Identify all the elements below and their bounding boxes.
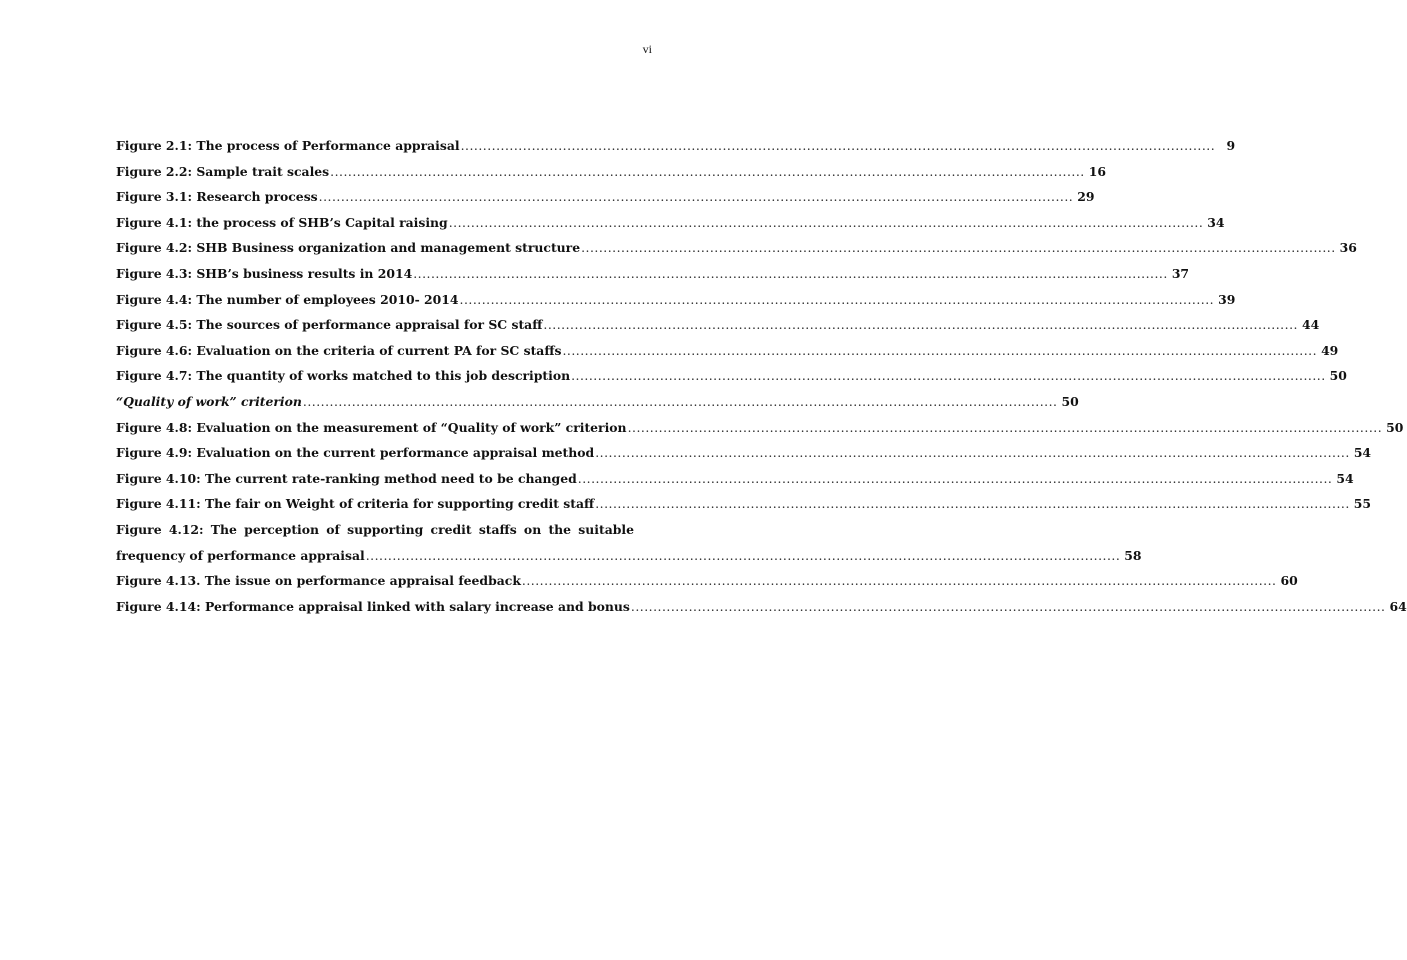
toc-entry-figure-4-14[interactable] [116,598,1407,625]
entry-label: “Quality of work” criterion [116,393,302,409]
dot-leader [319,189,1074,204]
entry-label: Figure 4.9: Evaluation on the current performance appraisal method [116,445,595,461]
toc-entry-figure-4-8[interactable] [116,419,1404,446]
entry-page: 50 [1061,393,1079,409]
dot-leader [413,266,1168,281]
entry-label: frequency of performance appraisal [116,547,365,563]
dot-leader [330,164,1085,179]
entry-page: 50 [1329,368,1347,384]
entry-page: 60 [1280,573,1298,589]
toc-entry-figure-4-2[interactable] [116,240,1357,266]
entry-page: 39 [1218,291,1236,307]
entry-label: Figure 4.14: Performance appraisal linked with salary increase and bonus [116,598,630,614]
toc-entry-figure-4-6[interactable] [116,342,1339,369]
toc-entry-figure-4-7[interactable] [116,368,1347,394]
entry-page: 55 [1353,496,1372,512]
entry-label: Figure 2.1: The process of Performance appraisal [116,138,460,153]
toc-entry-figure-4-11[interactable] [116,496,1372,522]
entry-page: 58 [1124,547,1142,563]
entry-page: 29 [1077,189,1095,205]
entry-label: Figure 4.1: the process of SHB’s Capital raising [116,214,448,230]
dot-leader [595,496,1350,511]
toc-entry-figure-4-13[interactable] [116,573,1298,599]
entry-page: 34 [1207,214,1225,230]
dot-leader [578,471,1333,486]
toc-entry-figure-4-1[interactable] [116,214,1225,241]
dot-leader [522,573,1277,588]
toc-entry-figure-4-3[interactable] [116,265,1190,292]
entry-page: 64 [1389,598,1407,614]
toc-entry-figure-2-2[interactable] [116,163,1106,190]
toc-entry-figure-4-5[interactable] [116,317,1320,343]
entry-label: Figure 2.2: Sample trait scales [116,163,330,179]
entry-label: Figure 4.12: The perception of supporting credit staffs on the suitable [116,521,634,537]
entry-page: 9 [1226,138,1236,153]
entry-label: Figure 4.11: The fair on Weight of criteria for supporting credit staff [116,496,595,512]
dot-leader [581,240,1336,255]
dot-leader [628,420,1383,435]
entry-label: Figure 4.10: The current rate-ranking method need to be changed [116,470,577,486]
entry-page: 49 [1321,342,1339,358]
toc-entry-figure-2-1[interactable] [116,138,1236,164]
dot-leader [571,368,1326,383]
page-number: vi [642,42,652,56]
entry-label: Figure 4.8: Evaluation on the measurement of “Quality of work” criterion [116,419,627,435]
entry-page: 50 [1386,419,1404,435]
toc-entry-figure-4-9[interactable] [116,445,1372,471]
toc-entry-figure-3-1[interactable] [116,189,1095,215]
dot-leader [631,599,1386,614]
toc-entry-figure-4-12-continued[interactable] [116,547,1142,574]
entry-label: Figure 3.1: Research process [116,189,318,205]
dot-leader [449,215,1204,230]
entry-label: Figure 4.3: SHB’s business results in 2014 [116,265,413,281]
dot-leader [366,548,1121,563]
entry-label: Figure 4.7: The quantity of works matched to this job description [116,368,571,384]
entry-page: 36 [1339,240,1357,256]
entry-label: Figure 4.13. The issue on performance appraisal feedback [116,573,521,589]
entry-label: Figure 4.2: SHB Business organization and management structure [116,240,581,256]
toc-entry-figure-4-10[interactable] [116,470,1354,497]
entry-page: 54 [1336,470,1354,486]
entry-page: 16 [1088,163,1106,179]
dot-leader [562,343,1317,358]
dot-leader [595,445,1350,460]
entry-label: Figure 4.4: The number of employees 2010- 2014 [116,291,459,307]
dot-leader [461,138,1216,153]
entry-page: 37 [1171,265,1190,281]
dot-leader [303,394,1058,409]
entry-label: Figure 4.6: Evaluation on the criteria of current PA for SC staffs [116,342,562,358]
entry-page: 54 [1353,445,1372,461]
toc-entry-figure-4-4[interactable] [116,291,1236,318]
toc-entry-figure-4-12[interactable] [116,522,634,548]
entry-page: 44 [1301,317,1320,333]
list-of-figures [116,138,1407,624]
dot-leader [543,317,1298,332]
toc-entry-quality-of-work[interactable] [116,393,1079,420]
entry-label: Figure 4.5: The sources of performance appraisal for SC staff [116,317,543,333]
dot-leader [460,292,1215,307]
